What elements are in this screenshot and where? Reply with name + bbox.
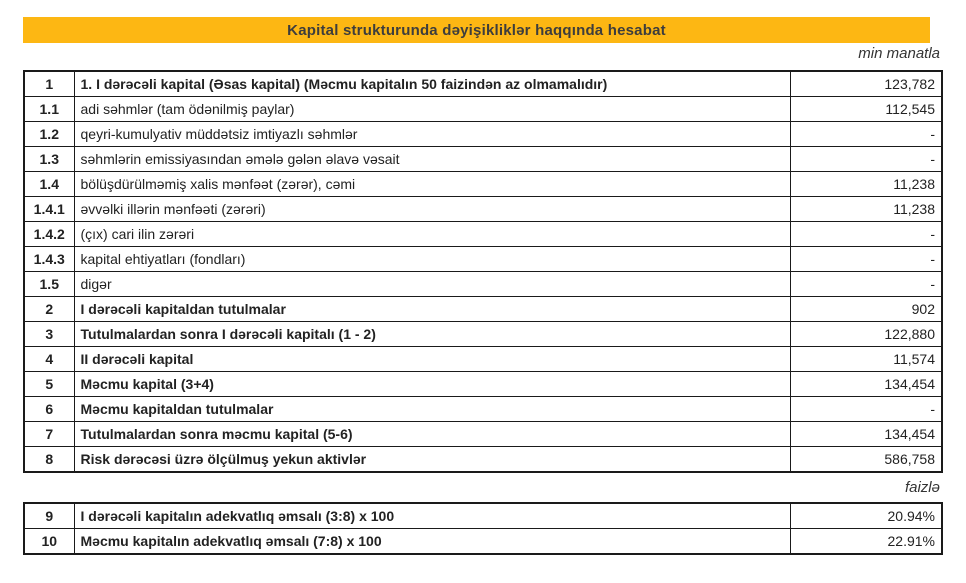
row-label-cell: Məcmu kapital (3+4) (74, 372, 790, 397)
row-number-cell: 8 (24, 447, 74, 473)
row-number-cell: 1.4.1 (24, 197, 74, 222)
row-number-cell: 7 (24, 422, 74, 447)
table-row (24, 71, 942, 97)
capital-structure-table (23, 70, 943, 473)
row-label-cell: Məcmu kapitaldan tutulmalar (74, 397, 790, 422)
row-value-cell: 11,238 (790, 197, 942, 222)
row-label-cell: səhmlərin emissiyasından əmələ gələn əlavə vəsait (74, 147, 790, 172)
row-label-cell: əvvəlki illərin mənfəəti (zərəri) (74, 197, 790, 222)
row-value-cell: - (790, 222, 942, 247)
table-row (24, 322, 942, 347)
table-row (24, 222, 942, 247)
row-label-cell: Məcmu kapitalın adekvatlıq əmsalı (7:8) x 100 (74, 529, 790, 555)
row-number-cell: 1.5 (24, 272, 74, 297)
row-value-cell: - (790, 147, 942, 172)
adequacy-ratios-table (23, 502, 943, 555)
row-number-cell: 1.1 (24, 97, 74, 122)
table-row (24, 297, 942, 322)
row-number-cell: 6 (24, 397, 74, 422)
unit-note-thousand-manat: min manatla (858, 45, 940, 62)
row-value-cell: 134,454 (790, 372, 942, 397)
row-number-cell: 4 (24, 347, 74, 372)
table-row (24, 503, 942, 529)
row-number-cell: 3 (24, 322, 74, 347)
row-label-cell: Tutulmalardan sonra I dərəcəli kapitalı (1 - 2) (74, 322, 790, 347)
adequacy-ratios-table-body (24, 503, 942, 554)
report-title: Kapital strukturunda dəyişikliklər haqqında hesabat (287, 21, 666, 39)
row-number-cell: 1.4 (24, 172, 74, 197)
row-number-cell: 1.4.2 (24, 222, 74, 247)
row-number-cell: 2 (24, 297, 74, 322)
row-label-cell: II dərəcəli kapital (74, 347, 790, 372)
row-label-cell: I dərəcəli kapitaldan tutulmalar (74, 297, 790, 322)
row-number-cell: 9 (24, 503, 74, 529)
row-value-cell: 20.94% (790, 503, 942, 529)
row-number-cell: 1.4.3 (24, 247, 74, 272)
table-row (24, 347, 942, 372)
table-row (24, 272, 942, 297)
row-value-cell: - (790, 247, 942, 272)
table-row (24, 122, 942, 147)
table-row (24, 247, 942, 272)
row-label-cell: 1. I dərəcəli kapital (Əsas kapital) (Məcmu kapitalın 50 faizindən az olmamalıdır) (74, 71, 790, 97)
row-label-cell: Risk dərəcəsi üzrə ölçülmuş yekun aktivlər (74, 447, 790, 473)
table-row (24, 197, 942, 222)
report-title-bar (23, 17, 930, 43)
unit-note-percent: faizlə (904, 479, 940, 496)
table-row (24, 147, 942, 172)
row-value-cell: 22.91% (790, 529, 942, 555)
row-value-cell: 122,880 (790, 322, 942, 347)
row-label-cell: I dərəcəli kapitalın adekvatlıq əmsalı (3:8) x 100 (74, 503, 790, 529)
table-row (24, 397, 942, 422)
row-value-cell: 11,574 (790, 347, 942, 372)
row-value-cell: - (790, 272, 942, 297)
row-value-cell: - (790, 122, 942, 147)
table-row (24, 172, 942, 197)
table-row (24, 422, 942, 447)
row-label-cell: (çıx) cari ilin zərəri (74, 222, 790, 247)
table-row (24, 97, 942, 122)
table-row (24, 447, 942, 473)
row-value-cell: 134,454 (790, 422, 942, 447)
row-label-cell: kapital ehtiyatları (fondları) (74, 247, 790, 272)
capital-structure-table-body (24, 71, 942, 472)
row-number-cell: 5 (24, 372, 74, 397)
row-value-cell: - (790, 397, 942, 422)
table-row (24, 529, 942, 555)
row-value-cell: 123,782 (790, 71, 942, 97)
row-value-cell: 586,758 (790, 447, 942, 473)
row-value-cell: 112,545 (790, 97, 942, 122)
row-number-cell: 1 (24, 71, 74, 97)
row-number-cell: 1.3 (24, 147, 74, 172)
row-label-cell: digər (74, 272, 790, 297)
row-value-cell: 902 (790, 297, 942, 322)
row-number-cell: 10 (24, 529, 74, 555)
row-label-cell: adi səhmlər (tam ödənilmiş paylar) (74, 97, 790, 122)
table-row (24, 372, 942, 397)
row-label-cell: qeyri-kumulyativ müddətsiz imtiyazlı səhmlər (74, 122, 790, 147)
row-number-cell: 1.2 (24, 122, 74, 147)
row-label-cell: Tutulmalardan sonra məcmu kapital (5-6) (74, 422, 790, 447)
row-label-cell: bölüşdürülməmiş xalis mənfəət (zərər), cəmi (74, 172, 790, 197)
row-value-cell: 11,238 (790, 172, 942, 197)
